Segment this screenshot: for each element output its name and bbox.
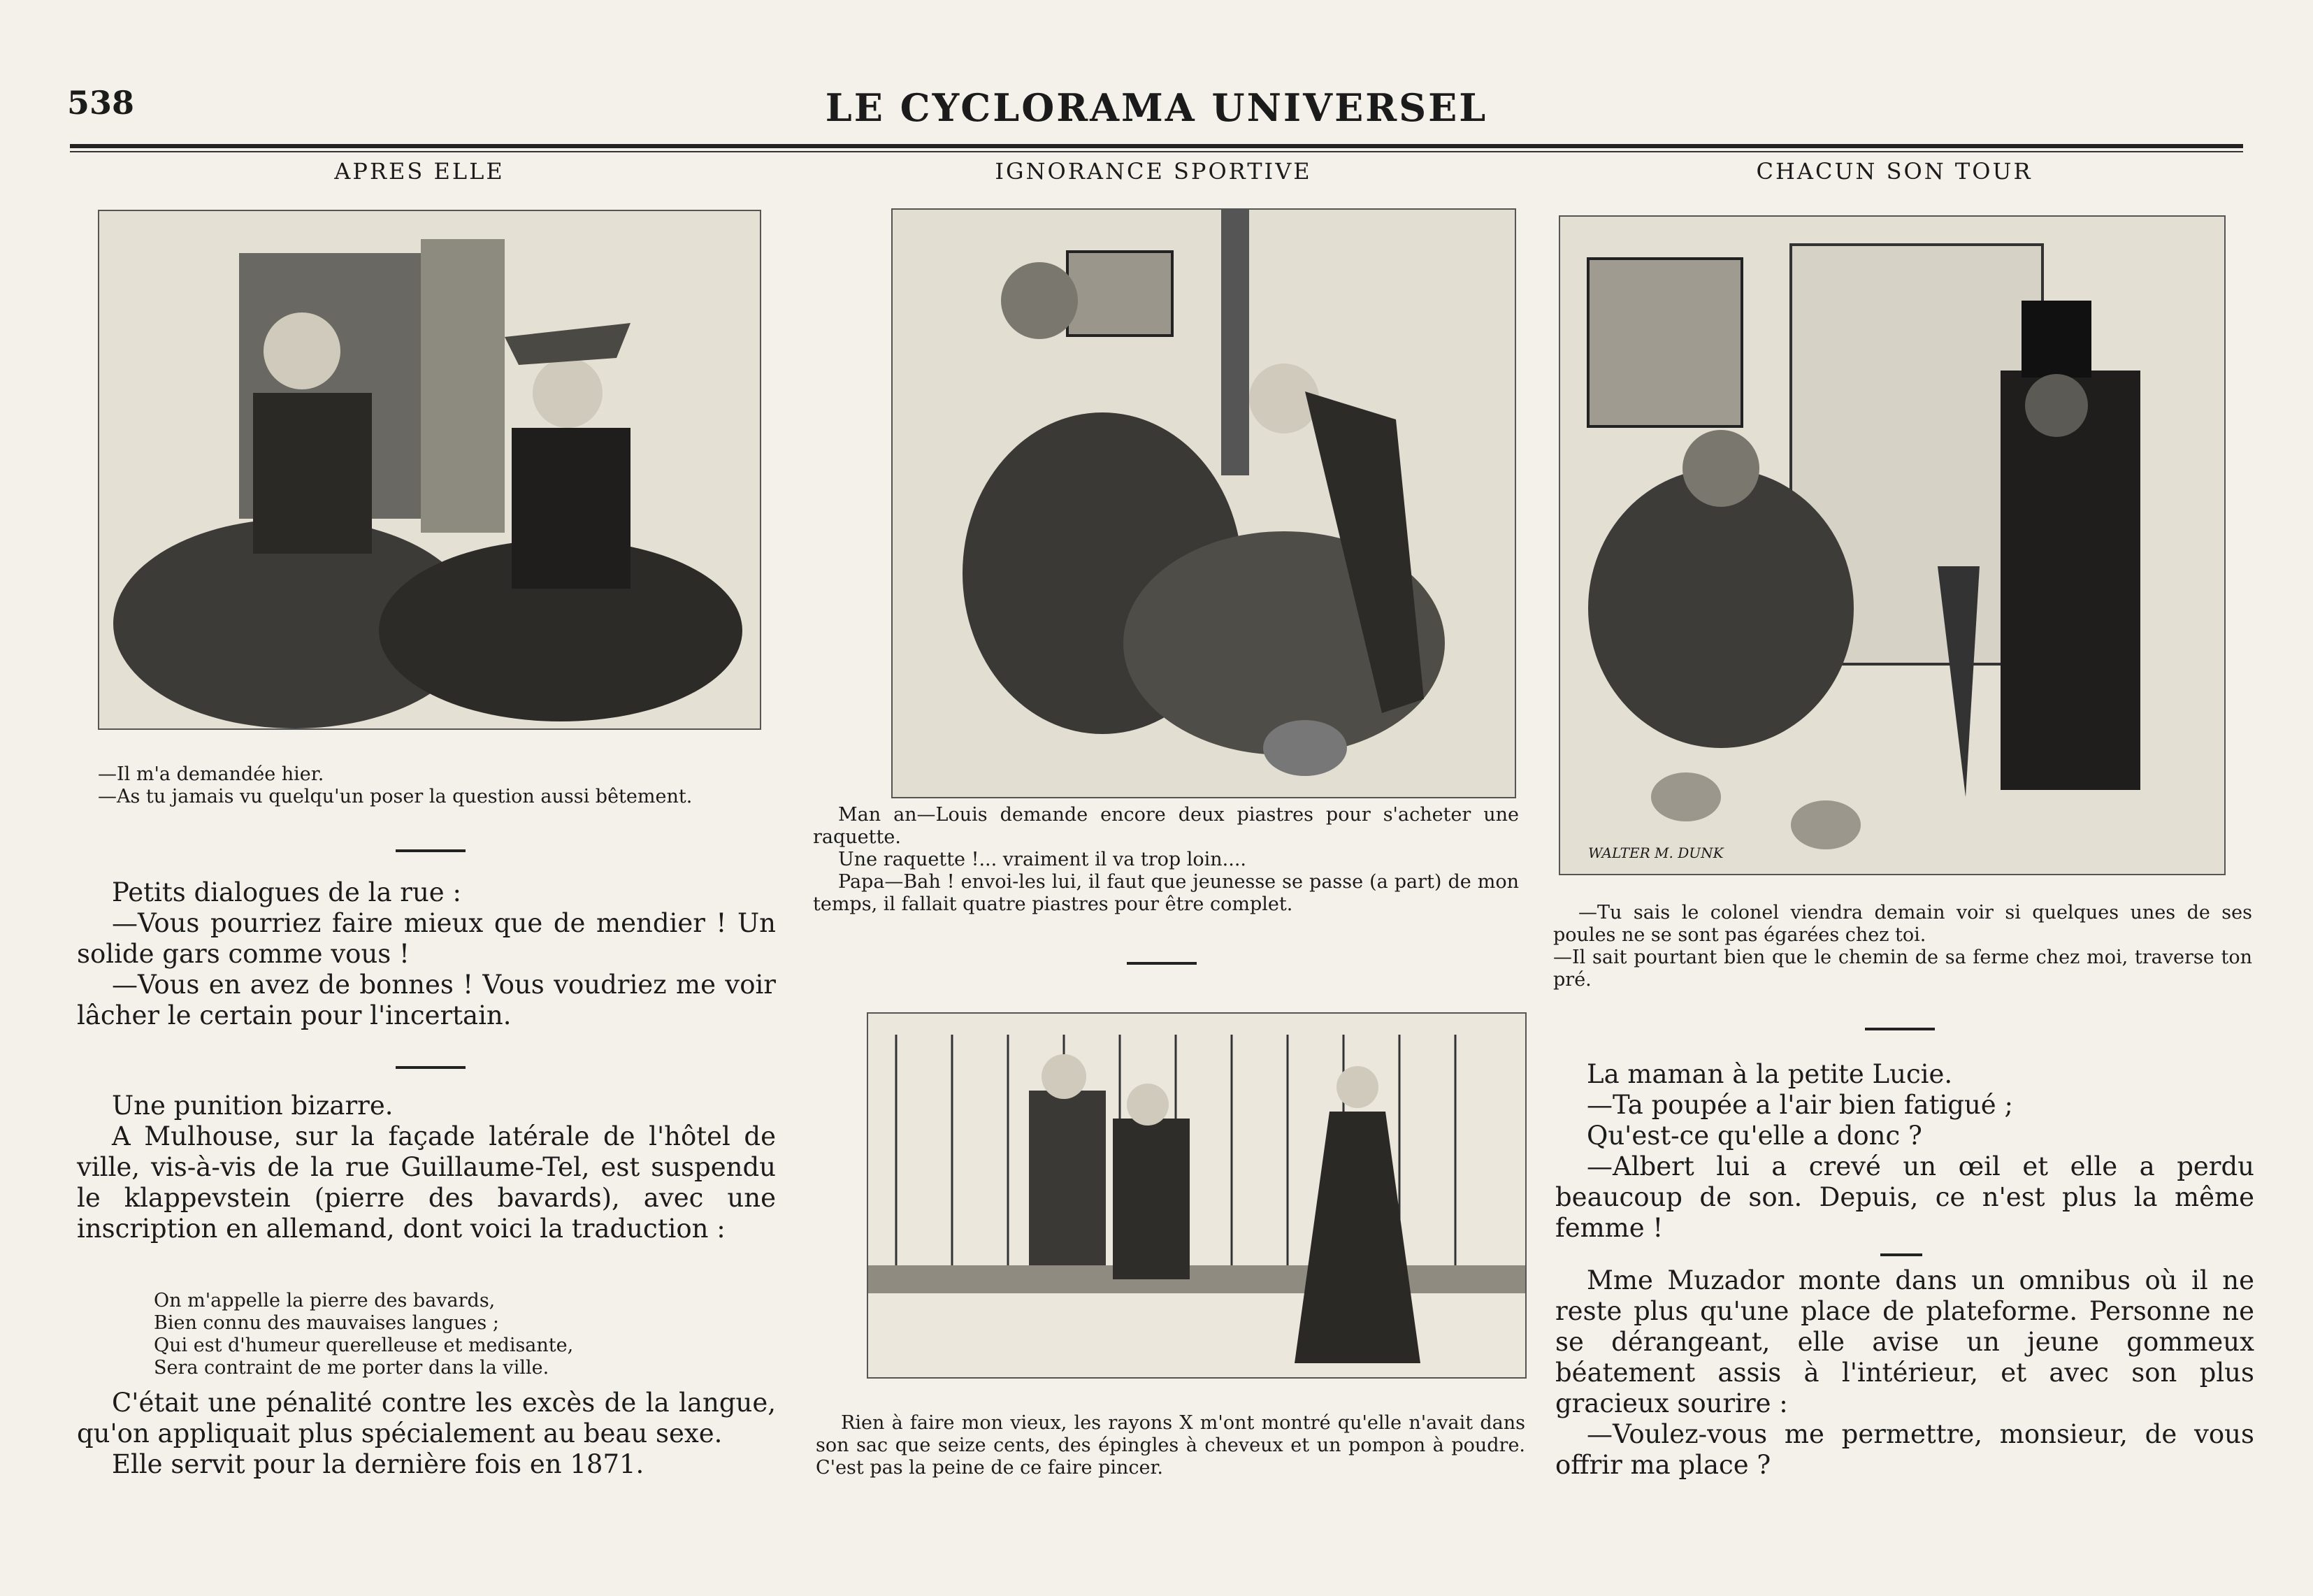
col2-illustration-caption (813, 804, 1519, 916)
col1-title: APRES ELLE (334, 158, 505, 185)
paragraph: —Vous en avez de bonnes ! Vous voudriez me voir lâcher le certain pour l'incertain. (77, 970, 776, 1030)
illustration-ignorance-sportive (891, 208, 1516, 798)
engraving-farmer-and-colonel (1560, 217, 2224, 874)
caption-line: —As tu jamais vu quelqu'un poser la question aussi bêtement. (98, 786, 693, 807)
poem-line: Qui est d'humeur querelleuse et medisante, (154, 1335, 574, 1356)
col2-title: IGNORANCE SPORTIVE (995, 158, 1312, 185)
caption-line: —Il sait pourtant bien que le chemin de sa ferme chez moi, traverse ton pré. (1553, 947, 2252, 991)
caption-line: —Tu sais le colonel viendra demain voir si quelques unes de ses poules ne se sont pas égarées chez toi. (1553, 902, 2252, 946)
col2-illustration-caption-2 (816, 1412, 1525, 1479)
artist-signature: WALTER M. DUNK (1588, 844, 1724, 861)
paragraph: —Albert lui a crevé un œil et elle a perdu beaucoup de son. Depuis, ce n'est plus la même femme ! (1555, 1151, 2254, 1243)
col1-punition-end (77, 1388, 776, 1480)
paragraph: —Voulez-vous me permettre, monsieur, de vous offrir ma place ? (1555, 1419, 2254, 1480)
paragraph: Qu'est-ce qu'elle a donc ? (1587, 1121, 1922, 1151)
paragraph: Petits dialogues de la rue : (112, 877, 461, 907)
paragraph: C'était une pénalité contre les excès de la langue, qu'on appliquait plus spécialement au beau sexe. (77, 1388, 776, 1448)
col1-illustration-caption (98, 763, 776, 808)
poem-line: Bien connu des mauvaises langues ; (154, 1312, 499, 1334)
poem-line: Sera contraint de me porter dans la ville. (154, 1357, 549, 1379)
paragraph: —Vous pourriez faire mieux que de mendier ! Un solide gars comme vous ! (77, 908, 776, 969)
separator (396, 1066, 466, 1069)
paragraph: Elle servit pour la dernière fois en 1871. (112, 1449, 644, 1479)
engraving-father-reading (893, 210, 1515, 797)
col3-muzador (1555, 1265, 2254, 1481)
col1-dialogues (77, 877, 776, 1031)
illustration-rayons-x (867, 1012, 1527, 1379)
col1-poem (154, 1290, 769, 1379)
caption-line: —Il m'a demandée hier. (98, 763, 324, 785)
paragraph: —Ta poupée a l'air bien fatigué ; (1587, 1090, 2013, 1120)
poem-line: On m'appelle la pierre des bavards, (154, 1290, 496, 1311)
separator (1127, 962, 1197, 965)
header-rule-thin (70, 151, 2243, 152)
caption-line: Man an—Louis demande encore deux piastres pour s'acheter une raquette. (813, 804, 1519, 848)
paragraph: La maman à la petite Lucie. (1587, 1059, 1953, 1089)
col3-lucie (1555, 1059, 2254, 1244)
engraving-two-women (99, 211, 760, 728)
header-rule (70, 144, 2243, 148)
paragraph: Mme Muzador monte dans un omnibus où il ne reste plus qu'une place de plateforme. Personne ne se dérangeant, elle avise un jeune gommeux béatement assis à l'intérieur, et avec son plus gracieux sourire : (1555, 1265, 2254, 1418)
caption-line: Papa—Bah ! envoi-les lui, il faut que jeunesse se passe (a part) de mon temps, il fallait quatre piastres pour être complet. (813, 871, 1519, 915)
paragraph: Une punition bizarre. (112, 1091, 394, 1121)
illustration-apres-elle (98, 210, 761, 730)
illustration-chacun-son-tour (1559, 215, 2226, 875)
caption-line: Rien à faire mon vieux, les rayons X m'ont montré qu'elle n'avait dans son sac que seize cents, des épingles à cheveux et un pompon à poudre. C'est pas la peine de ce faire pincer. (816, 1412, 1525, 1479)
separator (396, 849, 466, 852)
paragraph: A Mulhouse, sur la façade latérale de l'hôtel de ville, vis-à-vis de la rue Guillaume-Tel, est suspendu le klappevstein (pierre des bavards), avec une inscription en allemand, dont voici la traduction : (77, 1121, 776, 1244)
engraving-street-scene (868, 1014, 1525, 1377)
page-number: 538 (67, 84, 135, 122)
separator (1865, 1028, 1935, 1030)
col3-illustration-caption (1553, 902, 2252, 991)
masthead-title: LE CYCLORAMA UNIVERSEL (825, 85, 1488, 130)
caption-line: Une raquette !... vraiment il va trop loin.... (838, 849, 1247, 870)
col1-punition (77, 1091, 776, 1244)
col3-title: CHACUN SON TOUR (1756, 158, 2033, 185)
separator (1880, 1253, 1922, 1256)
